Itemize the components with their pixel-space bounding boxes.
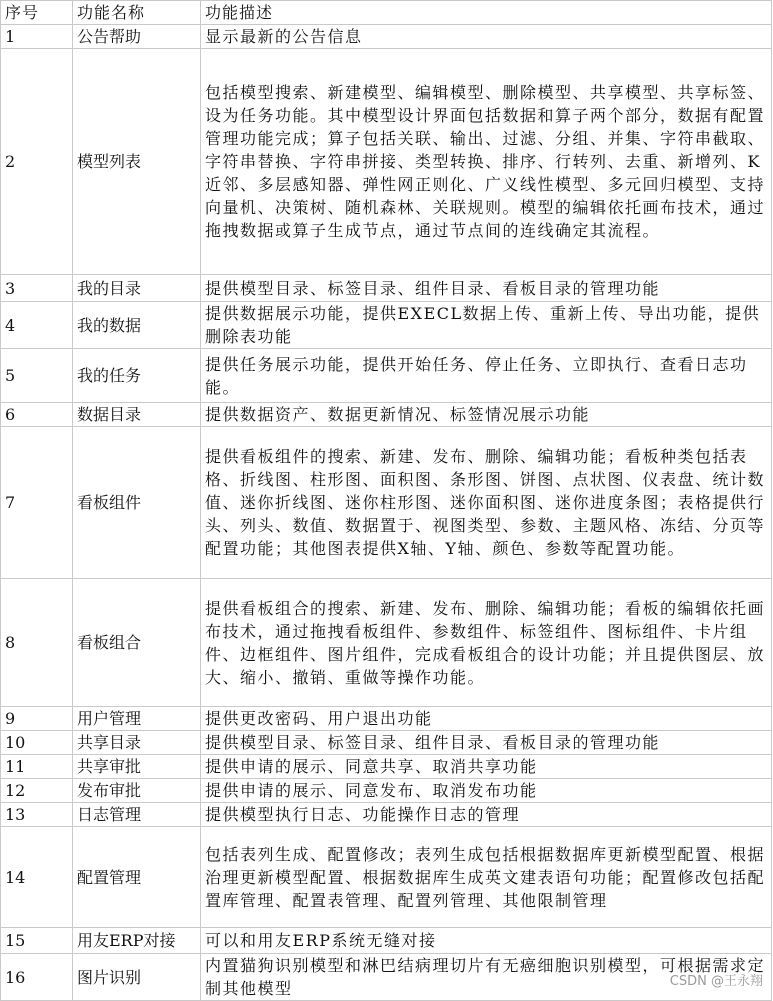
row-name: 公告帮助 <box>73 25 201 49</box>
table-row <box>1 275 772 302</box>
row-desc: 提供数据展示功能，提供EXECL数据上传、重新上传、导出功能，提供删除表功能 <box>201 302 772 349</box>
table-row <box>1 803 772 827</box>
row-desc: 包括表列生成、配置修改；表列生成包括根据数据库更新模型配置、根据治理更新模型配置、根据数据库生成英文建表语句功能；配置修改包括配置库管理、配置表管理、配置列管理、其他限制管理 <box>201 827 772 928</box>
table-row <box>1 349 772 403</box>
row-index: 3 <box>1 275 73 302</box>
row-index: 12 <box>1 779 73 803</box>
header-function-desc: 功能描述 <box>201 1 772 25</box>
table-row <box>1 707 772 731</box>
row-index: 5 <box>1 349 73 403</box>
row-name: 共享审批 <box>73 755 201 779</box>
row-index: 2 <box>1 49 73 275</box>
row-desc: 显示最新的公告信息 <box>201 25 772 49</box>
row-desc: 提供看板组件的搜索、新建、发布、删除、编辑功能；看板种类包括表格、折线图、柱形图、面积图、条形图、饼图、点状图、仪表盘、统计数值、迷你折线图、迷你柱形图、迷你面积图、迷你进度条图；表格提供行头、列头、数值、数据置于、视图类型、参数、主题风格、冻结、分页等配置功能；其他图表提供X轴、Y轴、颜色、参数等配置功能。 <box>201 427 772 579</box>
row-name: 看板组合 <box>73 579 201 707</box>
row-index: 13 <box>1 803 73 827</box>
row-desc: 可以和用友ERP系统无缝对接 <box>201 928 772 954</box>
row-index: 14 <box>1 827 73 928</box>
table-row <box>1 302 772 349</box>
row-index: 10 <box>1 731 73 755</box>
row-index: 6 <box>1 403 73 427</box>
row-index: 8 <box>1 579 73 707</box>
header-index: 序号 <box>1 1 73 25</box>
table-row <box>1 731 772 755</box>
row-index: 7 <box>1 427 73 579</box>
row-name: 共享目录 <box>73 731 201 755</box>
table-row <box>1 928 772 954</box>
row-index: 15 <box>1 928 73 954</box>
watermark: CSDN @王永翔 <box>669 974 763 989</box>
row-desc: 提供模型执行日志、功能操作日志的管理 <box>201 803 772 827</box>
row-desc: 提供更改密码、用户退出功能 <box>201 707 772 731</box>
table-row <box>1 49 772 275</box>
row-desc: 提供数据资产、数据更新情况、标签情况展示功能 <box>201 403 772 427</box>
table-row <box>1 403 772 427</box>
row-name: 看板组件 <box>73 427 201 579</box>
row-desc: 提供模型目录、标签目录、组件目录、看板目录的管理功能 <box>201 731 772 755</box>
row-desc: 提供申请的展示、同意发布、取消发布功能 <box>201 779 772 803</box>
table-row <box>1 954 772 1001</box>
row-name: 我的目录 <box>73 275 201 302</box>
row-name: 图片识别 <box>73 954 201 1001</box>
table-row <box>1 827 772 928</box>
row-index: 4 <box>1 302 73 349</box>
table-row <box>1 779 772 803</box>
table-row <box>1 427 772 579</box>
row-desc: 内置猫狗识别模型和淋巴结病理切片有无癌细胞识别模型，可根据需求定制其他模型 <box>201 954 772 1001</box>
table-header-row <box>1 1 772 25</box>
row-name: 我的任务 <box>73 349 201 403</box>
row-name: 配置管理 <box>73 827 201 928</box>
table-row <box>1 755 772 779</box>
table-row <box>1 25 772 49</box>
row-name: 用户管理 <box>73 707 201 731</box>
row-desc: 提供看板组合的搜索、新建、发布、删除、编辑功能；看板的编辑依托画布技术，通过拖拽看板组件、参数组件、标签组件、图标组件、卡片组件、边框组件、图片组件，完成看板组合的设计功能；并且提供图层、放大、缩小、撤销、重做等操作功能。 <box>201 579 772 707</box>
table-row <box>1 579 772 707</box>
row-index: 1 <box>1 25 73 49</box>
header-function-name: 功能名称 <box>73 1 201 25</box>
row-index: 16 <box>1 954 73 1001</box>
row-name: 日志管理 <box>73 803 201 827</box>
row-desc: 提供申请的展示、同意共享、取消共享功能 <box>201 755 772 779</box>
row-name: 模型列表 <box>73 49 201 275</box>
row-desc: 包括模型搜索、新建模型、编辑模型、删除模型、共享模型、共享标签、设为任务功能。其中模型设计界面包括数据和算子两个部分，数据有配置管理功能完成；算子包括关联、输出、过滤、分组、并集、字符串截取、字符串替换、字符串拼接、类型转换、排序、行转列、去重、新增列、K近邻、多层感知器、弹性网正则化、广义线性模型、多元回归模型、支持向量机、决策树、随机森林、关联规则。模型的编辑依托画布技术，通过拖拽数据或算子生成节点，通过节点间的连线确定其流程。 <box>201 49 772 275</box>
row-name: 发布审批 <box>73 779 201 803</box>
row-name: 用友ERP对接 <box>73 928 201 954</box>
row-name: 数据目录 <box>73 403 201 427</box>
row-desc: 提供任务展示功能，提供开始任务、停止任务、立即执行、查看日志功能。 <box>201 349 772 403</box>
row-index: 11 <box>1 755 73 779</box>
row-desc: 提供模型目录、标签目录、组件目录、看板目录的管理功能 <box>201 275 772 302</box>
row-index: 9 <box>1 707 73 731</box>
row-name: 我的数据 <box>73 302 201 349</box>
